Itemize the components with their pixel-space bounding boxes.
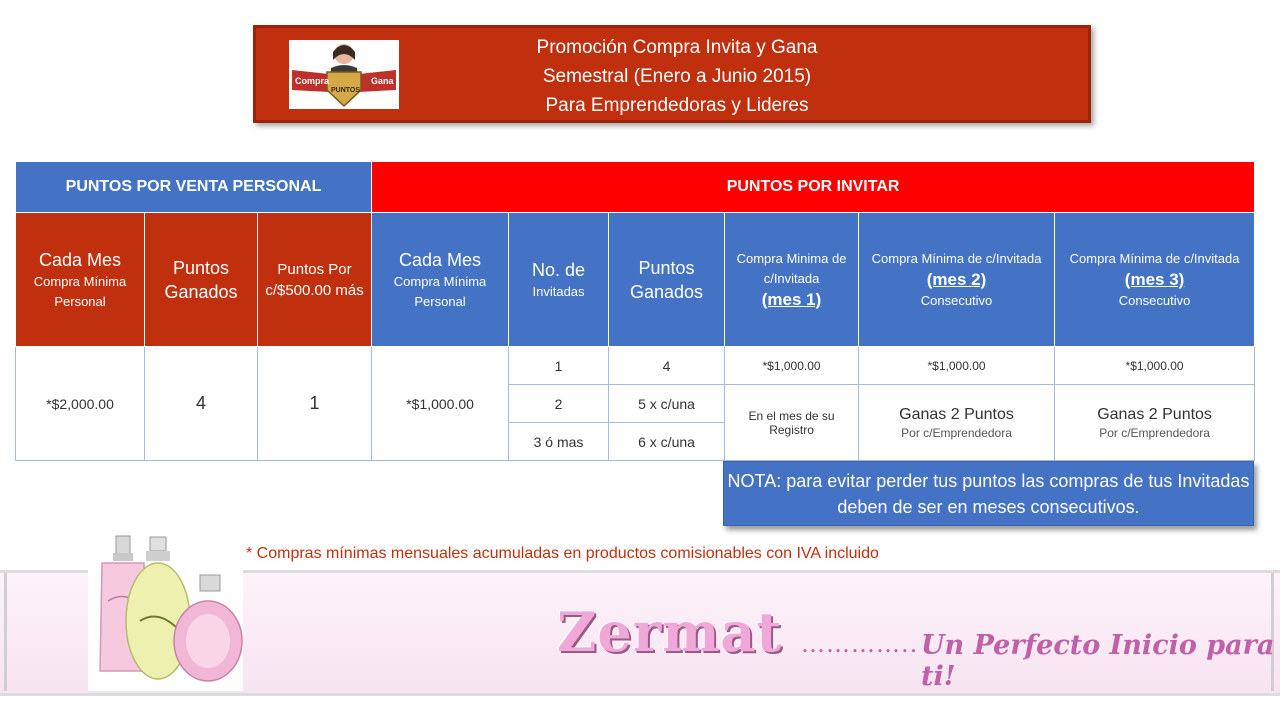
- col-bold-label: (mes 3): [1124, 269, 1185, 289]
- col-title: Puntos Ganados: [630, 257, 704, 302]
- col-puntos-ganados-invitar: [609, 213, 725, 347]
- col-subtitle: Compra Mínima Personal: [393, 273, 487, 309]
- footnote: * Compras mínimas mensuales acumuladas en productos comisionables con IVA incluido: [246, 545, 879, 562]
- tagline-dots: …………..: [801, 630, 919, 658]
- header-puntos-invitar: PUNTOS POR INVITAR: [372, 162, 1255, 213]
- col-subtitle: Consecutivo: [1118, 292, 1191, 308]
- cell-compra-invitar: *$1,000.00: [372, 347, 509, 461]
- col-title: Compra Minima de c/Invitada: [736, 250, 847, 286]
- cell-compra-personal: *$2,000.00: [16, 347, 145, 461]
- cell-mes1-registro: En el mes de su Registro: [725, 385, 859, 461]
- cell-puntos-personal: 4: [145, 347, 258, 461]
- logo-text-invita: Invita: [311, 93, 328, 100]
- col-bold-label: (mes 2): [926, 269, 987, 289]
- logo-text-compra: Compra: [295, 76, 330, 86]
- ganas-subtitle: Por c/Emprendedora: [1099, 425, 1210, 440]
- col-title: Puntos Por c/$500.00 más: [265, 260, 364, 299]
- col-title: Compra Mínima de c/Invitada: [1069, 250, 1240, 266]
- col-title: Cada Mes: [399, 249, 482, 270]
- nota-box: NOTA: para evitar perder tus puntos las compras de tus Invitadas deben de ser en meses consecutivos.: [723, 461, 1254, 526]
- col-compra-mes3: [1055, 213, 1255, 347]
- col-puntos-por-500: [258, 213, 372, 347]
- col-bold-label: (mes 1): [761, 289, 822, 309]
- header-venta-personal: PUNTOS POR VENTA PERSONAL: [16, 162, 372, 213]
- col-title: Compra Mínima de c/Invitada: [871, 250, 1042, 266]
- banner-line-period: Semestral (Enero a Junio 2015): [542, 66, 812, 87]
- cell-puntos-invitar: 5 x c/una: [609, 385, 725, 423]
- col-compra-mes2: [859, 213, 1055, 347]
- cell-invitadas: 3 ó mas: [509, 423, 609, 461]
- ganas-subtitle: Por c/Emprendedora: [901, 425, 1012, 440]
- logo-text-gana: Gana: [371, 76, 394, 86]
- ganas-title: Ganas 2 Puntos: [899, 405, 1014, 423]
- promo-banner: [253, 25, 1091, 123]
- cell-puntos-por: 1: [258, 347, 372, 461]
- col-cada-mes-personal: [16, 213, 145, 347]
- table-row: [16, 347, 1255, 385]
- cell-mes3-ganas: [1055, 385, 1255, 461]
- banner-line-audience: Para Emprendedoras y Lideres: [545, 95, 809, 116]
- banner-line-title: Promoción Compra Invita y Gana: [536, 37, 818, 58]
- logo-text-puntos: PUNTOS: [331, 87, 361, 94]
- perfume-bottles-image: [88, 531, 243, 691]
- col-title: Cada Mes: [38, 249, 122, 270]
- cell-mes2-ganas: [859, 385, 1055, 461]
- tagline: Un Perfecto Inicio para ti!: [921, 630, 1275, 692]
- col-subtitle: Consecutivo: [920, 292, 993, 308]
- col-title: No. de: [532, 259, 586, 280]
- points-table: [15, 161, 1255, 461]
- col-no-invitadas: [509, 213, 609, 347]
- cell-mes2: *$1,000.00: [859, 347, 1055, 385]
- cell-invitadas: 1: [509, 347, 609, 385]
- col-subtitle: Invitadas: [532, 283, 585, 299]
- col-puntos-ganados-personal: [145, 213, 258, 347]
- col-cada-mes-invitar: [372, 213, 509, 347]
- cell-mes1: *$1,000.00: [725, 347, 859, 385]
- brand-logo-text: Zermat: [557, 600, 783, 664]
- cell-puntos-invitar: 4: [609, 347, 725, 385]
- ganas-title: Ganas 2 Puntos: [1097, 405, 1212, 423]
- cell-invitadas: 2: [509, 385, 609, 423]
- cell-mes3: *$1,000.00: [1055, 347, 1255, 385]
- cell-puntos-invitar: 6 x c/una: [609, 423, 725, 461]
- col-subtitle: Compra Mínima Personal: [33, 273, 127, 309]
- col-title: Puntos Ganados: [164, 257, 238, 302]
- col-compra-mes1: [725, 213, 859, 347]
